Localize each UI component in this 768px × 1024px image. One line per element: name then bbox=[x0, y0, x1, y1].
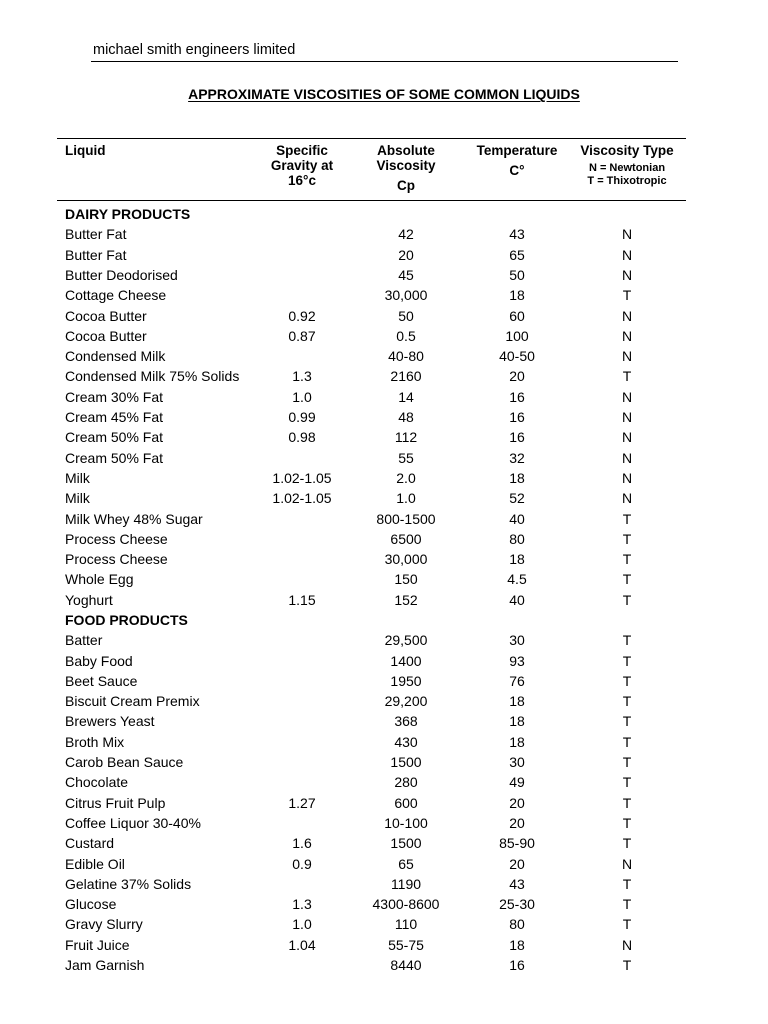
cell-specific-gravity: 0.87 bbox=[288, 328, 316, 344]
cell-viscosity-type: T bbox=[622, 876, 632, 892]
section-heading: DAIRY PRODUCTS bbox=[65, 206, 191, 222]
cell-absolute-viscosity: 150 bbox=[394, 571, 418, 587]
cell-temperature: 18 bbox=[509, 470, 525, 486]
cell-liquid: Butter Deodorised bbox=[65, 267, 178, 283]
cell-absolute-viscosity: 110 bbox=[394, 916, 418, 932]
cell-temperature: 49 bbox=[509, 774, 525, 790]
cell-liquid: Broth Mix bbox=[65, 734, 125, 750]
cell-viscosity-type: N bbox=[621, 856, 633, 872]
cell-specific-gravity: 1.27 bbox=[288, 795, 316, 811]
cell-liquid: Biscuit Cream Premix bbox=[65, 693, 200, 709]
cell-liquid: Beet Sauce bbox=[65, 673, 138, 689]
cell-absolute-viscosity: 112 bbox=[394, 429, 418, 445]
cell-liquid: Glucose bbox=[65, 896, 117, 912]
cell-absolute-viscosity: 1950 bbox=[390, 673, 422, 689]
cell-liquid: Chocolate bbox=[65, 774, 129, 790]
cell-viscosity-type: N bbox=[621, 247, 633, 263]
cell-viscosity-type: T bbox=[622, 693, 632, 709]
cell-liquid: Custard bbox=[65, 835, 115, 851]
cell-temperature: 43 bbox=[509, 876, 525, 892]
cell-absolute-viscosity: 2.0 bbox=[396, 470, 416, 486]
table-row bbox=[0, 267, 768, 287]
cell-viscosity-type: T bbox=[622, 835, 632, 851]
cell-temperature: 40-50 bbox=[499, 348, 535, 364]
cell-liquid: Butter Fat bbox=[65, 226, 127, 242]
cell-temperature: 20 bbox=[509, 856, 525, 872]
cell-temperature: 100 bbox=[505, 328, 529, 344]
cell-viscosity-type: N bbox=[621, 470, 633, 486]
table-row bbox=[0, 226, 768, 246]
cell-absolute-viscosity: 2160 bbox=[390, 368, 422, 384]
table-row bbox=[0, 429, 768, 449]
cell-viscosity-type: N bbox=[621, 450, 633, 466]
cell-viscosity-type: N bbox=[621, 389, 633, 405]
cell-viscosity-type: T bbox=[622, 571, 632, 587]
cell-temperature: 16 bbox=[509, 957, 525, 973]
table-row bbox=[0, 815, 768, 835]
cell-viscosity-type: T bbox=[622, 713, 632, 729]
table-row bbox=[0, 470, 768, 490]
cell-absolute-viscosity: 4300-8600 bbox=[372, 896, 440, 912]
cell-liquid: Coffee Liquor 30-40% bbox=[65, 815, 201, 831]
cell-viscosity-type: N bbox=[621, 267, 633, 283]
cell-absolute-viscosity: 50 bbox=[398, 308, 414, 324]
column-header-absolute-viscosity: Absolute Viscosity Cp bbox=[376, 143, 436, 193]
cell-liquid: Process Cheese bbox=[65, 531, 168, 547]
cell-liquid: Cocoa Butter bbox=[65, 308, 147, 324]
table-row bbox=[0, 409, 768, 429]
cell-liquid: Brewers Yeast bbox=[65, 713, 155, 729]
cell-liquid: Milk bbox=[65, 470, 90, 486]
cell-liquid: Batter bbox=[65, 632, 103, 648]
cell-temperature: 80 bbox=[509, 916, 525, 932]
table-row bbox=[0, 653, 768, 673]
cell-viscosity-type: T bbox=[622, 511, 632, 527]
cell-liquid: Cream 30% Fat bbox=[65, 389, 164, 405]
cell-viscosity-type: T bbox=[622, 673, 632, 689]
company-name: michael smith engineers limited bbox=[93, 42, 296, 58]
table-row bbox=[0, 632, 768, 652]
cell-viscosity-type: T bbox=[622, 754, 632, 770]
cell-temperature: 20 bbox=[509, 368, 525, 384]
cell-temperature: 18 bbox=[509, 551, 525, 567]
cell-liquid: Gravy Slurry bbox=[65, 916, 143, 932]
table-row bbox=[0, 571, 768, 591]
cell-viscosity-type: T bbox=[622, 531, 632, 547]
cell-viscosity-type: T bbox=[622, 896, 632, 912]
table-row bbox=[0, 835, 768, 855]
cell-viscosity-type: T bbox=[622, 795, 632, 811]
cell-temperature: 43 bbox=[509, 226, 525, 242]
cell-viscosity-type: N bbox=[621, 429, 633, 445]
table-row bbox=[0, 937, 768, 957]
cell-liquid: Condensed Milk bbox=[65, 348, 166, 364]
cell-viscosity-type: N bbox=[621, 937, 633, 953]
cell-temperature: 20 bbox=[509, 815, 525, 831]
column-header-viscosity-type: Viscosity Type N = Newtonian T = Thixotropic bbox=[580, 143, 674, 187]
cell-viscosity-type: N bbox=[621, 226, 633, 242]
cell-viscosity-type: T bbox=[622, 653, 632, 669]
cell-viscosity-type: T bbox=[622, 592, 632, 608]
column-header-specific-gravity: Specific Gravity at 16°c bbox=[270, 143, 334, 188]
table-row bbox=[0, 876, 768, 896]
cell-temperature: 16 bbox=[509, 409, 525, 425]
cell-absolute-viscosity: 0.5 bbox=[396, 328, 416, 344]
table-row bbox=[0, 795, 768, 815]
cell-temperature: 32 bbox=[509, 450, 525, 466]
cell-liquid: Gelatine 37% Solids bbox=[65, 876, 192, 892]
cell-temperature: 4.5 bbox=[507, 571, 527, 587]
cell-specific-gravity: 1.15 bbox=[288, 592, 316, 608]
cell-absolute-viscosity: 8440 bbox=[390, 957, 422, 973]
cell-temperature: 93 bbox=[509, 653, 525, 669]
cell-absolute-viscosity: 20 bbox=[398, 247, 414, 263]
cell-absolute-viscosity: 45 bbox=[398, 267, 414, 283]
cell-specific-gravity: 0.99 bbox=[288, 409, 316, 425]
cell-temperature: 52 bbox=[509, 490, 525, 506]
cell-temperature: 18 bbox=[509, 734, 525, 750]
cell-liquid: Cream 50% Fat bbox=[65, 429, 164, 445]
cell-temperature: 25-30 bbox=[499, 896, 535, 912]
cell-specific-gravity: 1.04 bbox=[288, 937, 316, 953]
cell-specific-gravity: 0.9 bbox=[292, 856, 312, 872]
cell-temperature: 16 bbox=[509, 389, 525, 405]
cell-absolute-viscosity: 30,000 bbox=[384, 551, 428, 567]
cell-absolute-viscosity: 1500 bbox=[390, 835, 422, 851]
table-row bbox=[0, 754, 768, 774]
cell-temperature: 40 bbox=[509, 592, 525, 608]
cell-viscosity-type: N bbox=[621, 328, 633, 344]
cell-absolute-viscosity: 368 bbox=[394, 713, 418, 729]
cell-absolute-viscosity: 10-100 bbox=[384, 815, 428, 831]
table-top-rule bbox=[57, 138, 686, 139]
cell-temperature: 40 bbox=[509, 511, 525, 527]
cell-temperature: 85-90 bbox=[499, 835, 535, 851]
cell-absolute-viscosity: 55-75 bbox=[388, 937, 424, 953]
table-row bbox=[0, 287, 768, 307]
table-row bbox=[0, 856, 768, 876]
cell-specific-gravity: 0.98 bbox=[288, 429, 316, 445]
cell-absolute-viscosity: 14 bbox=[398, 389, 414, 405]
cell-specific-gravity: 1.0 bbox=[292, 389, 312, 405]
cell-temperature: 18 bbox=[509, 287, 525, 303]
table-row bbox=[0, 328, 768, 348]
cell-liquid: Milk Whey 48% Sugar bbox=[65, 511, 203, 527]
cell-liquid: Whole Egg bbox=[65, 571, 134, 587]
table-row bbox=[0, 348, 768, 368]
table-row bbox=[0, 734, 768, 754]
cell-absolute-viscosity: 430 bbox=[394, 734, 418, 750]
cell-specific-gravity: 1.02-1.05 bbox=[272, 470, 332, 486]
table-row bbox=[0, 673, 768, 693]
cell-temperature: 60 bbox=[509, 308, 525, 324]
table-row bbox=[0, 368, 768, 388]
cell-liquid: Cream 50% Fat bbox=[65, 450, 164, 466]
cell-viscosity-type: N bbox=[621, 409, 633, 425]
table-row bbox=[0, 592, 768, 612]
cell-liquid: Condensed Milk 75% Solids bbox=[65, 368, 240, 384]
cell-specific-gravity: 1.6 bbox=[292, 835, 312, 851]
cell-liquid: Jam Garnish bbox=[65, 957, 145, 973]
cell-absolute-viscosity: 600 bbox=[394, 795, 418, 811]
table-row bbox=[0, 389, 768, 409]
table-row bbox=[0, 551, 768, 571]
cell-viscosity-type: T bbox=[622, 734, 632, 750]
table-row bbox=[0, 957, 768, 977]
cell-temperature: 50 bbox=[509, 267, 525, 283]
cell-temperature: 18 bbox=[509, 713, 525, 729]
table-row bbox=[0, 713, 768, 733]
table-row bbox=[0, 916, 768, 936]
header-bottom-rule bbox=[57, 200, 686, 201]
cell-specific-gravity: 1.0 bbox=[292, 916, 312, 932]
cell-absolute-viscosity: 6500 bbox=[390, 531, 422, 547]
cell-absolute-viscosity: 42 bbox=[398, 226, 414, 242]
cell-temperature: 80 bbox=[509, 531, 525, 547]
table-row bbox=[0, 896, 768, 916]
cell-absolute-viscosity: 152 bbox=[394, 592, 418, 608]
cell-absolute-viscosity: 30,000 bbox=[384, 287, 428, 303]
cell-viscosity-type: N bbox=[621, 348, 633, 364]
table-row bbox=[0, 511, 768, 531]
cell-viscosity-type: T bbox=[622, 368, 632, 384]
cell-specific-gravity: 0.92 bbox=[288, 308, 316, 324]
cell-absolute-viscosity: 40-80 bbox=[388, 348, 424, 364]
cell-liquid: Fruit Juice bbox=[65, 937, 130, 953]
cell-liquid: Carob Bean Sauce bbox=[65, 754, 184, 770]
cell-liquid: Cocoa Butter bbox=[65, 328, 147, 344]
cell-absolute-viscosity: 1190 bbox=[390, 876, 422, 892]
cell-liquid: Butter Fat bbox=[65, 247, 127, 263]
cell-temperature: 30 bbox=[509, 632, 525, 648]
cell-absolute-viscosity: 1500 bbox=[390, 754, 422, 770]
cell-absolute-viscosity: 55 bbox=[398, 450, 414, 466]
cell-liquid: Process Cheese bbox=[65, 551, 168, 567]
cell-specific-gravity: 1.02-1.05 bbox=[272, 490, 332, 506]
cell-temperature: 65 bbox=[509, 247, 525, 263]
table-row bbox=[0, 308, 768, 328]
cell-liquid: Milk bbox=[65, 490, 90, 506]
table-row bbox=[0, 774, 768, 794]
cell-liquid: Cottage Cheese bbox=[65, 287, 167, 303]
cell-viscosity-type: T bbox=[622, 632, 632, 648]
cell-viscosity-type: T bbox=[622, 774, 632, 790]
cell-viscosity-type: N bbox=[621, 490, 633, 506]
cell-temperature: 18 bbox=[509, 937, 525, 953]
table-row bbox=[0, 693, 768, 713]
cell-absolute-viscosity: 1400 bbox=[390, 653, 422, 669]
table-row bbox=[0, 490, 768, 510]
table-row bbox=[0, 450, 768, 470]
document-title: APPROXIMATE VISCOSITIES OF SOME COMMON LIQUIDS bbox=[188, 86, 580, 102]
cell-temperature: 76 bbox=[509, 673, 525, 689]
cell-temperature: 30 bbox=[509, 754, 525, 770]
cell-viscosity-type: T bbox=[622, 287, 632, 303]
cell-liquid: Citrus Fruit Pulp bbox=[65, 795, 166, 811]
section-heading: FOOD PRODUCTS bbox=[65, 612, 188, 628]
cell-liquid: Baby Food bbox=[65, 653, 133, 669]
cell-temperature: 16 bbox=[509, 429, 525, 445]
cell-liquid: Yoghurt bbox=[65, 592, 113, 608]
cell-absolute-viscosity: 1.0 bbox=[396, 490, 416, 506]
cell-liquid: Edible Oil bbox=[65, 856, 125, 872]
column-header-temperature: Temperature C° bbox=[476, 143, 558, 178]
table-row bbox=[0, 247, 768, 267]
cell-temperature: 20 bbox=[509, 795, 525, 811]
cell-liquid: Cream 45% Fat bbox=[65, 409, 164, 425]
column-header-liquid: Liquid bbox=[65, 143, 106, 158]
cell-absolute-viscosity: 29,500 bbox=[384, 632, 428, 648]
cell-specific-gravity: 1.3 bbox=[292, 896, 312, 912]
cell-absolute-viscosity: 48 bbox=[398, 409, 414, 425]
cell-absolute-viscosity: 280 bbox=[394, 774, 418, 790]
cell-absolute-viscosity: 29,200 bbox=[384, 693, 428, 709]
cell-specific-gravity: 1.3 bbox=[292, 368, 312, 384]
cell-viscosity-type: N bbox=[621, 308, 633, 324]
cell-viscosity-type: T bbox=[622, 916, 632, 932]
table-row bbox=[0, 531, 768, 551]
cell-viscosity-type: T bbox=[622, 551, 632, 567]
cell-viscosity-type: T bbox=[622, 957, 632, 973]
cell-temperature: 18 bbox=[509, 693, 525, 709]
cell-absolute-viscosity: 65 bbox=[398, 856, 414, 872]
company-underline bbox=[91, 61, 678, 62]
cell-absolute-viscosity: 800-1500 bbox=[376, 511, 436, 527]
cell-viscosity-type: T bbox=[622, 815, 632, 831]
